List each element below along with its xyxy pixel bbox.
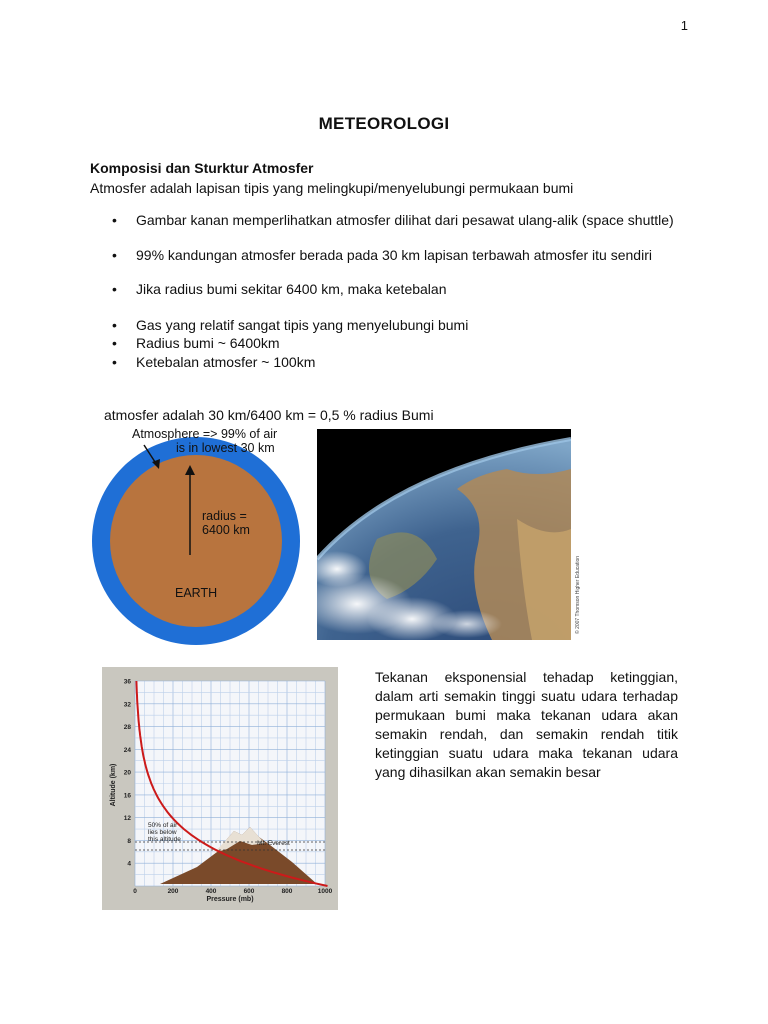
section-heading: Komposisi dan Sturktur Atmosfer [90, 160, 314, 176]
y-tick-label: 20 [123, 769, 131, 777]
page-number: 1 [680, 18, 688, 33]
x-tick-label: 800 [281, 888, 293, 895]
annot-50pct-2: lies below [148, 829, 177, 836]
bullet-symbol: • [112, 354, 117, 370]
y-tick-label: 24 [123, 746, 131, 754]
x-tick-label: 200 [167, 888, 179, 895]
photo-credit: © 2007 Thomson Higher Education [575, 555, 581, 634]
body-paragraph: Tekanan eksponensial tehadap ketinggian, dalam arti semakin tinggi suatu udara terhadap permukaan bumi maka tekanan udara akan semakin rendah, dan semakin rendah titik ketinggian suatu udara maka tekanan udara yang dihasilkan akan semakin besar [375, 669, 678, 780]
bullet-symbol: • [112, 212, 117, 228]
y-tick-label: 32 [123, 701, 131, 709]
earth-label: EARTH [175, 586, 218, 600]
bullet-text: Ketebalan atmosfer ~ 100km [136, 354, 316, 370]
atmo-label-1: Atmosphere => 99% of air [132, 427, 278, 441]
y-tick-label: 4 [127, 860, 131, 868]
bullet-symbol: • [112, 317, 117, 333]
x-tick-label: 0 [133, 888, 137, 895]
annot-50pct-3: this altitude [148, 836, 181, 843]
bullet-text: 99% kandungan atmosfer berada pada 30 km lapisan terbawah atmosfer itu sendiri [136, 247, 652, 263]
radius-label-2: 6400 km [202, 523, 250, 537]
bullet-text: Gas yang relatif sangat tipis yang menyelubungi bumi [136, 317, 469, 333]
bullet-text: Gambar kanan memperlihatkan atmosfer dilihat dari pesawat ulang-alik (space shuttle) [136, 212, 674, 228]
bullet-symbol: • [112, 281, 117, 297]
figure-caption: atmosfer adalah 30 km/6400 km = 0,5 % radius Bumi [104, 407, 434, 423]
bullet-item [112, 335, 712, 353]
bullet-text: Radius bumi ~ 6400km [136, 335, 280, 351]
y-tick-label: 12 [123, 815, 131, 823]
bullet-item [112, 212, 712, 230]
bullet-item [112, 247, 712, 265]
page-title: METEOROLOGI [318, 114, 450, 133]
x-tick-label: 1000 [317, 888, 333, 895]
annot-everest: Mt. Everest [257, 840, 290, 847]
bullet-symbol: • [112, 335, 117, 351]
atmo-label-2: is in lowest 30 km [176, 441, 275, 455]
earth-diagram [92, 425, 307, 650]
y-tick-label: 16 [123, 792, 131, 800]
bullet-symbol: • [112, 247, 117, 263]
bullet-item [112, 354, 712, 372]
intro-text: Atmosfer adalah lapisan tipis yang melingkupi/menyelubungi permukaan bumi [90, 180, 574, 196]
bullet-text: Jika radius bumi sekitar 6400 km, maka ketebalan [136, 281, 447, 297]
radius-label-1: radius = [202, 509, 247, 523]
y-tick-label: 28 [123, 724, 131, 732]
y-axis-label: Altitude (km) [110, 763, 117, 807]
y-tick-label: 8 [127, 837, 131, 845]
x-tick-label: 400 [205, 888, 217, 895]
bullet-item [112, 317, 712, 335]
annot-50pct-1: 50% of air [148, 822, 178, 829]
satellite-photo [317, 429, 585, 640]
y-tick-label: 36 [123, 678, 131, 686]
pressure-altitude-chart [102, 667, 338, 910]
x-axis-label: Pressure (mb) [206, 896, 254, 903]
bullet-item [112, 281, 712, 299]
x-tick-label: 600 [243, 888, 255, 895]
earth-body [110, 455, 282, 627]
